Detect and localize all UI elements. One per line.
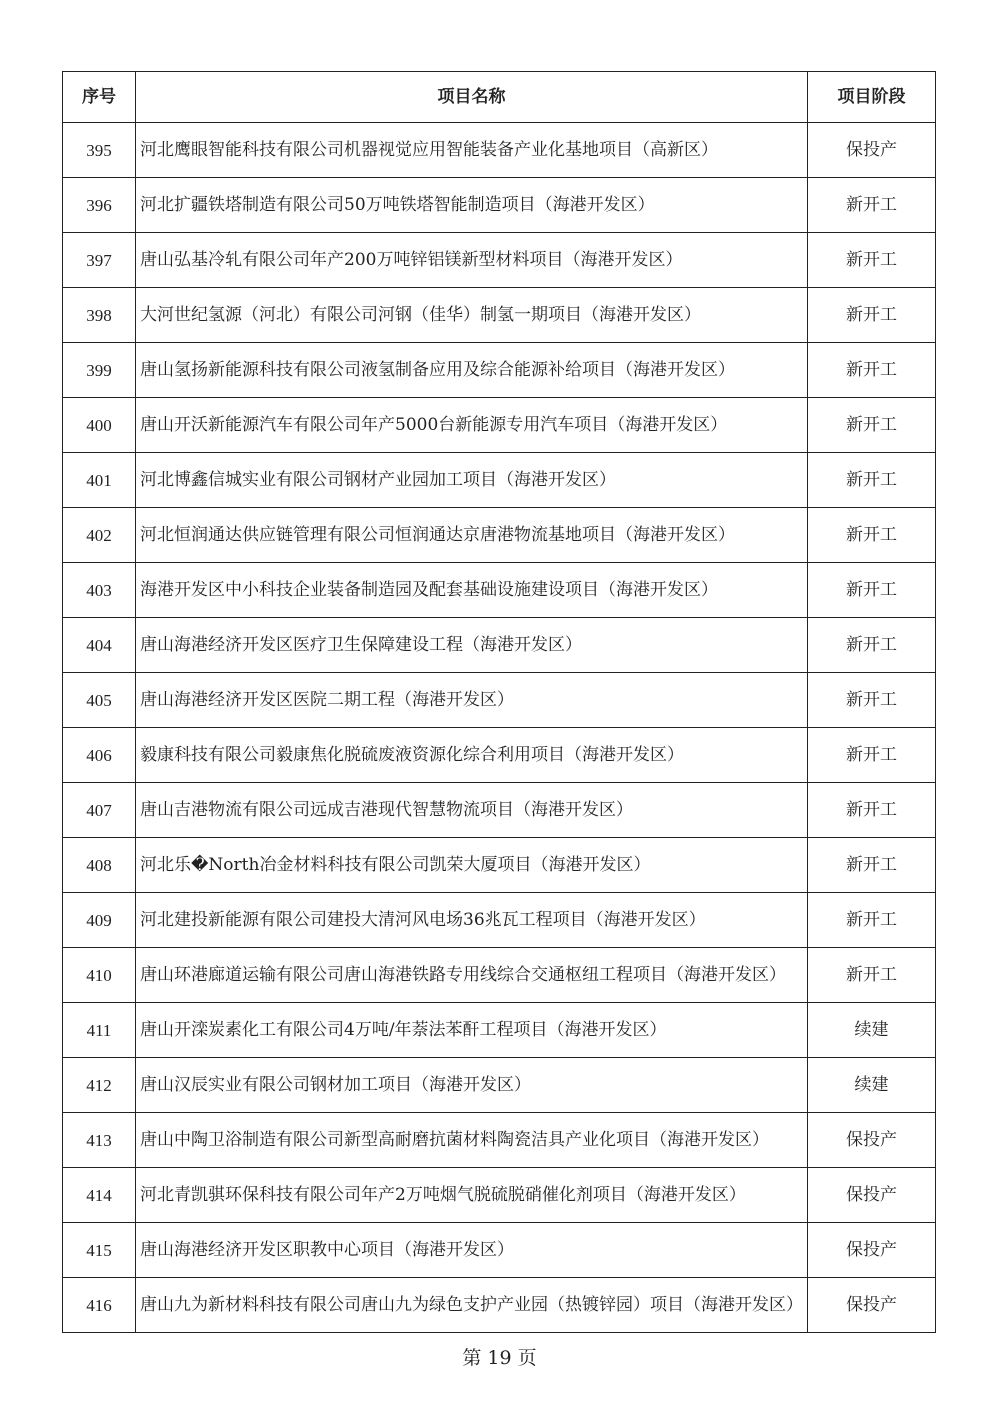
project-stage-cell: 新开工 xyxy=(808,618,936,673)
project-name-cell: 河北鹰眼智能科技有限公司机器视觉应用智能装备产业化基地项目（高新区） xyxy=(136,123,808,178)
project-name-cell: 唐山开沃新能源汽车有限公司年产5000台新能源专用汽车项目（海港开发区） xyxy=(136,398,808,453)
table-row xyxy=(63,1003,936,1058)
project-name-cell: 河北建投新能源有限公司建投大清河风电场36兆瓦工程项目（海港开发区） xyxy=(136,893,808,948)
table-row xyxy=(63,508,936,563)
table-row xyxy=(63,288,936,343)
table-row xyxy=(63,1113,936,1168)
serial-cell: 397 xyxy=(63,233,136,288)
serial-cell: 411 xyxy=(63,1003,136,1058)
project-stage-cell: 新开工 xyxy=(808,343,936,398)
table-row xyxy=(63,563,936,618)
project-name-cell: 唐山弘基冷轧有限公司年产200万吨锌铝镁新型材料项目（海港开发区） xyxy=(136,233,808,288)
table-row xyxy=(63,233,936,288)
serial-cell: 395 xyxy=(63,123,136,178)
project-name-cell: 唐山海港经济开发区医疗卫生保障建设工程（海港开发区） xyxy=(136,618,808,673)
project-stage-cell: 保投产 xyxy=(808,1223,936,1278)
header-project-name: 项目名称 xyxy=(136,72,808,123)
table-row xyxy=(63,783,936,838)
table-body xyxy=(63,123,936,1333)
serial-cell: 398 xyxy=(63,288,136,343)
project-stage-cell: 新开工 xyxy=(808,948,936,1003)
serial-cell: 399 xyxy=(63,343,136,398)
project-name-cell: 唐山吉港物流有限公司远成吉港现代智慧物流项目（海港开发区） xyxy=(136,783,808,838)
serial-cell: 403 xyxy=(63,563,136,618)
project-stage-cell: 保投产 xyxy=(808,1168,936,1223)
table-row xyxy=(63,1168,936,1223)
project-name-cell: 毅康科技有限公司毅康焦化脱硫废液资源化综合利用项目（海港开发区） xyxy=(136,728,808,783)
project-stage-cell: 新开工 xyxy=(808,893,936,948)
serial-cell: 412 xyxy=(63,1058,136,1113)
header-serial: 序号 xyxy=(63,72,136,123)
table-row xyxy=(63,343,936,398)
project-stage-cell: 新开工 xyxy=(808,288,936,343)
project-table xyxy=(62,71,936,1333)
serial-cell: 408 xyxy=(63,838,136,893)
project-stage-cell: 续建 xyxy=(808,1003,936,1058)
project-name-cell: 大河世纪氢源（河北）有限公司河钢（佳华）制氢一期项目（海港开发区） xyxy=(136,288,808,343)
table-row xyxy=(63,398,936,453)
serial-cell: 415 xyxy=(63,1223,136,1278)
serial-cell: 400 xyxy=(63,398,136,453)
table-row xyxy=(63,728,936,783)
serial-cell: 410 xyxy=(63,948,136,1003)
project-name-cell: 河北博鑫信城实业有限公司钢材产业园加工项目（海港开发区） xyxy=(136,453,808,508)
project-name-cell: 唐山环港廊道运输有限公司唐山海港铁路专用线综合交通枢纽工程项目（海港开发区） xyxy=(136,948,808,1003)
table-row xyxy=(63,178,936,233)
table-row xyxy=(63,618,936,673)
serial-cell: 404 xyxy=(63,618,136,673)
project-stage-cell: 新开工 xyxy=(808,563,936,618)
project-name-cell: 海港开发区中小科技企业装备制造园及配套基础设施建设项目（海港开发区） xyxy=(136,563,808,618)
header-project-stage: 项目阶段 xyxy=(808,72,936,123)
project-name-cell: 河北乐�North冶金材料科技有限公司凯荣大厦项目（海港开发区） xyxy=(136,838,808,893)
serial-cell: 396 xyxy=(63,178,136,233)
table-row xyxy=(63,948,936,1003)
serial-cell: 413 xyxy=(63,1113,136,1168)
project-name-cell: 唐山开滦炭素化工有限公司4万吨/年萘法苯酐工程项目（海港开发区） xyxy=(136,1003,808,1058)
table-row xyxy=(63,1058,936,1113)
project-name-cell: 河北扩疆铁塔制造有限公司50万吨铁塔智能制造项目（海港开发区） xyxy=(136,178,808,233)
serial-cell: 407 xyxy=(63,783,136,838)
project-name-cell: 唐山九为新材料科技有限公司唐山九为绿色支护产业园（热镀锌园）项目（海港开发区） xyxy=(136,1278,808,1333)
project-name-cell: 唐山海港经济开发区医院二期工程（海港开发区） xyxy=(136,673,808,728)
project-name-cell: 唐山中陶卫浴制造有限公司新型高耐磨抗菌材料陶瓷洁具产业化项目（海港开发区） xyxy=(136,1113,808,1168)
serial-cell: 402 xyxy=(63,508,136,563)
project-stage-cell: 续建 xyxy=(808,1058,936,1113)
page-number: 第 19 页 xyxy=(462,1347,537,1369)
project-name-cell: 唐山氢扬新能源科技有限公司液氢制备应用及综合能源补给项目（海港开发区） xyxy=(136,343,808,398)
project-stage-cell: 新开工 xyxy=(808,398,936,453)
serial-cell: 416 xyxy=(63,1278,136,1333)
table-header-row xyxy=(63,72,936,123)
project-name-cell: 唐山海港经济开发区职教中心项目（海港开发区） xyxy=(136,1223,808,1278)
table-row xyxy=(63,838,936,893)
serial-cell: 406 xyxy=(63,728,136,783)
project-name-cell: 唐山汉辰实业有限公司钢材加工项目（海港开发区） xyxy=(136,1058,808,1113)
serial-cell: 405 xyxy=(63,673,136,728)
table-row xyxy=(63,123,936,178)
project-name-cell: 河北青凯骐环保科技有限公司年产2万吨烟气脱硫脱硝催化剂项目（海港开发区） xyxy=(136,1168,808,1223)
table-row xyxy=(63,893,936,948)
serial-cell: 409 xyxy=(63,893,136,948)
project-stage-cell: 新开工 xyxy=(808,508,936,563)
serial-cell: 414 xyxy=(63,1168,136,1223)
project-stage-cell: 保投产 xyxy=(808,123,936,178)
table-row xyxy=(63,1278,936,1333)
project-name-cell: 河北恒润通达供应链管理有限公司恒润通达京唐港物流基地项目（海港开发区） xyxy=(136,508,808,563)
table-row xyxy=(63,1223,936,1278)
table-row xyxy=(63,673,936,728)
project-stage-cell: 新开工 xyxy=(808,783,936,838)
serial-cell: 401 xyxy=(63,453,136,508)
table-row xyxy=(63,453,936,508)
project-stage-cell: 新开工 xyxy=(808,728,936,783)
project-stage-cell: 新开工 xyxy=(808,453,936,508)
project-stage-cell: 新开工 xyxy=(808,178,936,233)
project-stage-cell: 保投产 xyxy=(808,1278,936,1333)
project-stage-cell: 新开工 xyxy=(808,838,936,893)
project-stage-cell: 新开工 xyxy=(808,673,936,728)
project-stage-cell: 新开工 xyxy=(808,233,936,288)
project-stage-cell: 保投产 xyxy=(808,1113,936,1168)
